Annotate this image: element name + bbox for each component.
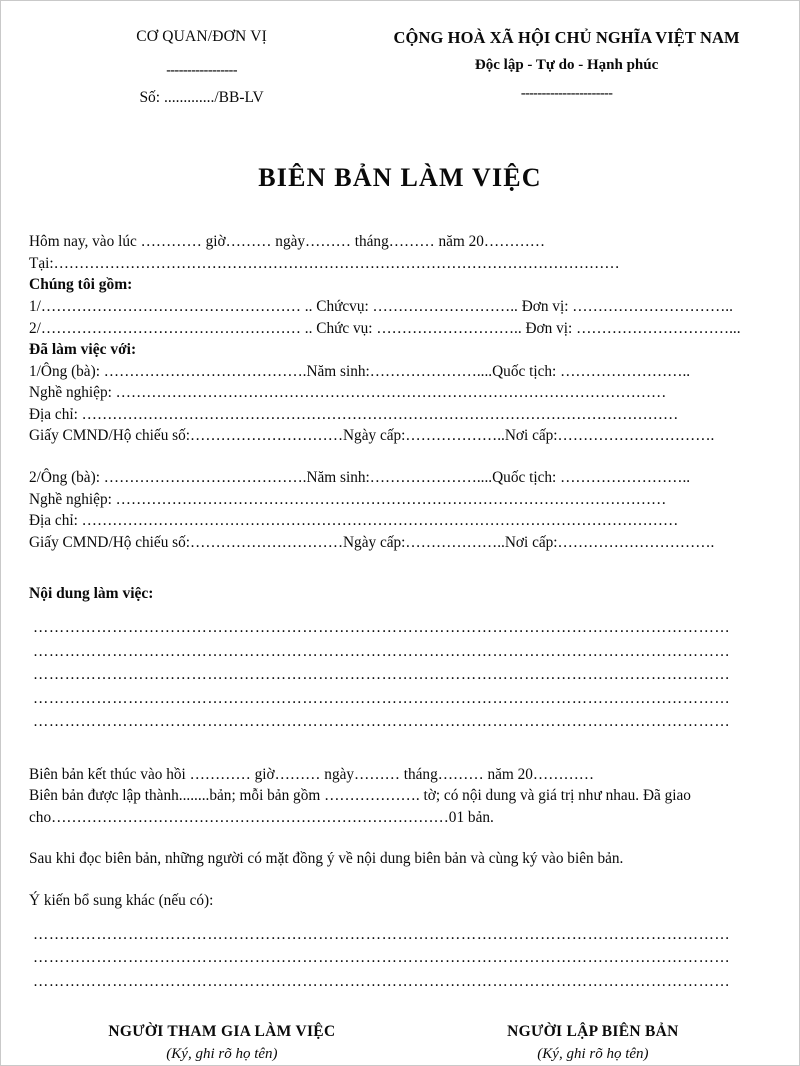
opening-place-line: Tại:…………………………………………………………………………………………………	[29, 254, 620, 272]
opening-datetime-line: Hôm nay, vào lúc ………… giờ……… ngày……… tháng……… năm 20…………	[29, 233, 546, 251]
content-blank-line[interactable]: ……………………………………………………………………………………………………………………	[33, 689, 731, 707]
signature-title-recorder: NGƯỜI LẬP BIÊN BẢN	[507, 1023, 679, 1041]
counterpart-2-address-line: Địa chỉ: ………………………………………………………………………………………………………	[29, 512, 679, 530]
counterpart-1-name-line: 1/Ông (bà): ………………………………….Năm sinh:…………………....Quốc tịch: ……………………..	[29, 362, 691, 380]
participant-row-1: 1/…………………………………………… .. Chứcvụ: ……………………….. Đơn vị: …………………………..	[29, 297, 733, 315]
signature-block-participant	[29, 1023, 415, 1063]
extra-opinions-heading-spacer	[29, 912, 771, 923]
page-title: BIÊN BẢN LÀM VIỆC	[258, 163, 542, 193]
nation-divider: ----------------------	[520, 86, 613, 102]
participants-heading: Chúng tôi gồm:	[29, 276, 133, 294]
content-blank-line[interactable]: ……………………………………………………………………………………………………………………	[33, 713, 731, 731]
counterparts-heading: Đã làm việc với:	[29, 341, 137, 359]
counterpart-1-address-line: Địa chỉ: ………………………………………………………………………………………………………	[29, 405, 679, 423]
masthead-organization-block	[29, 27, 362, 107]
counterpart-1-id-line: Giấy CMND/Hộ chiếu số:…………………………Ngày cấp:………………..Nơi cấp:………………………….	[29, 427, 715, 445]
closing-copies-line-continued: cho……………………………………………………………………01 bản.	[29, 808, 494, 826]
extra-opinions-blank-line[interactable]: ……………………………………………………………………………………………………………………	[33, 925, 731, 943]
extra-opinions-blank-line[interactable]: ……………………………………………………………………………………………………………………	[33, 972, 731, 990]
counterpart-2-id-line: Giấy CMND/Hộ chiếu số:…………………………Ngày cấp:………………..Nơi cấp:………………………….	[29, 533, 715, 551]
content-blank-line[interactable]: ……………………………………………………………………………………………………………………	[33, 619, 731, 637]
document-masthead	[29, 27, 771, 107]
counterpart-1-occupation-line: Nghề nghiệp: ………………………………………………………………………………………………	[29, 384, 667, 402]
signature-section	[29, 1023, 771, 1063]
nation-motto: Độc lập - Tự do - Hạnh phúc	[474, 57, 659, 74]
signature-subtitle-recorder: (Ký, ghi rõ họ tên)	[537, 1046, 649, 1063]
closing-end-time-line: Biên bản kết thúc vào hồi ………… giờ……… ngày……… tháng……… năm 20…………	[29, 765, 595, 783]
organization-label: CƠ QUAN/ĐƠN VỊ	[136, 28, 268, 45]
organization-divider: -----------------	[166, 63, 237, 79]
extra-opinions-heading: Ý kiến bổ sung khác (nếu có):	[29, 891, 214, 909]
content-spacer-top	[29, 553, 771, 583]
content-heading-spacer	[29, 605, 771, 616]
signature-title-participant: NGƯỜI THAM GIA LÀM VIỆC	[108, 1023, 336, 1041]
closing-agreement-line: Sau khi đọc biên bản, những người có mặt đồng ý về nội dung biên bản và cùng ký vào biên bản.	[29, 850, 624, 868]
signature-block-recorder	[415, 1023, 771, 1063]
masthead-nation-block	[362, 27, 771, 101]
nation-name: CỘNG HOÀ XÃ HỘI CHỦ NGHĨA VIỆT NAM	[393, 28, 740, 47]
counterpart-2-occupation-line: Nghề nghiệp: ………………………………………………………………………………………………	[29, 490, 667, 508]
content-heading: Nội dung làm việc:	[29, 585, 154, 603]
document-number: Số: ............./BB-LV	[139, 89, 264, 107]
counterpart-2-name-line: 2/Ông (bà): ………………………………….Năm sinh:…………………....Quốc tịch: ……………………..	[29, 469, 691, 487]
closing-spacer-top	[29, 734, 771, 764]
extra-opinions-spacer	[29, 870, 771, 890]
closing-copies-line: Biên bản được lập thành........bản; mỗi bản gồm ………………. tờ; có nội dung và giá trị như nhau. Đã giao	[29, 787, 691, 805]
signature-subtitle-participant: (Ký, ghi rõ họ tên)	[166, 1046, 278, 1063]
participant-row-2: 2/…………………………………………… .. Chức vụ: ……………………….. Đơn vị: …………………………...	[29, 319, 741, 337]
content-blank-line[interactable]: ……………………………………………………………………………………………………………………	[33, 642, 731, 660]
counterparts-spacer	[29, 447, 771, 467]
document-body	[29, 231, 771, 993]
agreement-spacer	[29, 828, 771, 848]
extra-opinions-blank-line[interactable]: ……………………………………………………………………………………………………………………	[33, 949, 731, 967]
content-blank-line[interactable]: ……………………………………………………………………………………………………………………	[33, 666, 731, 684]
